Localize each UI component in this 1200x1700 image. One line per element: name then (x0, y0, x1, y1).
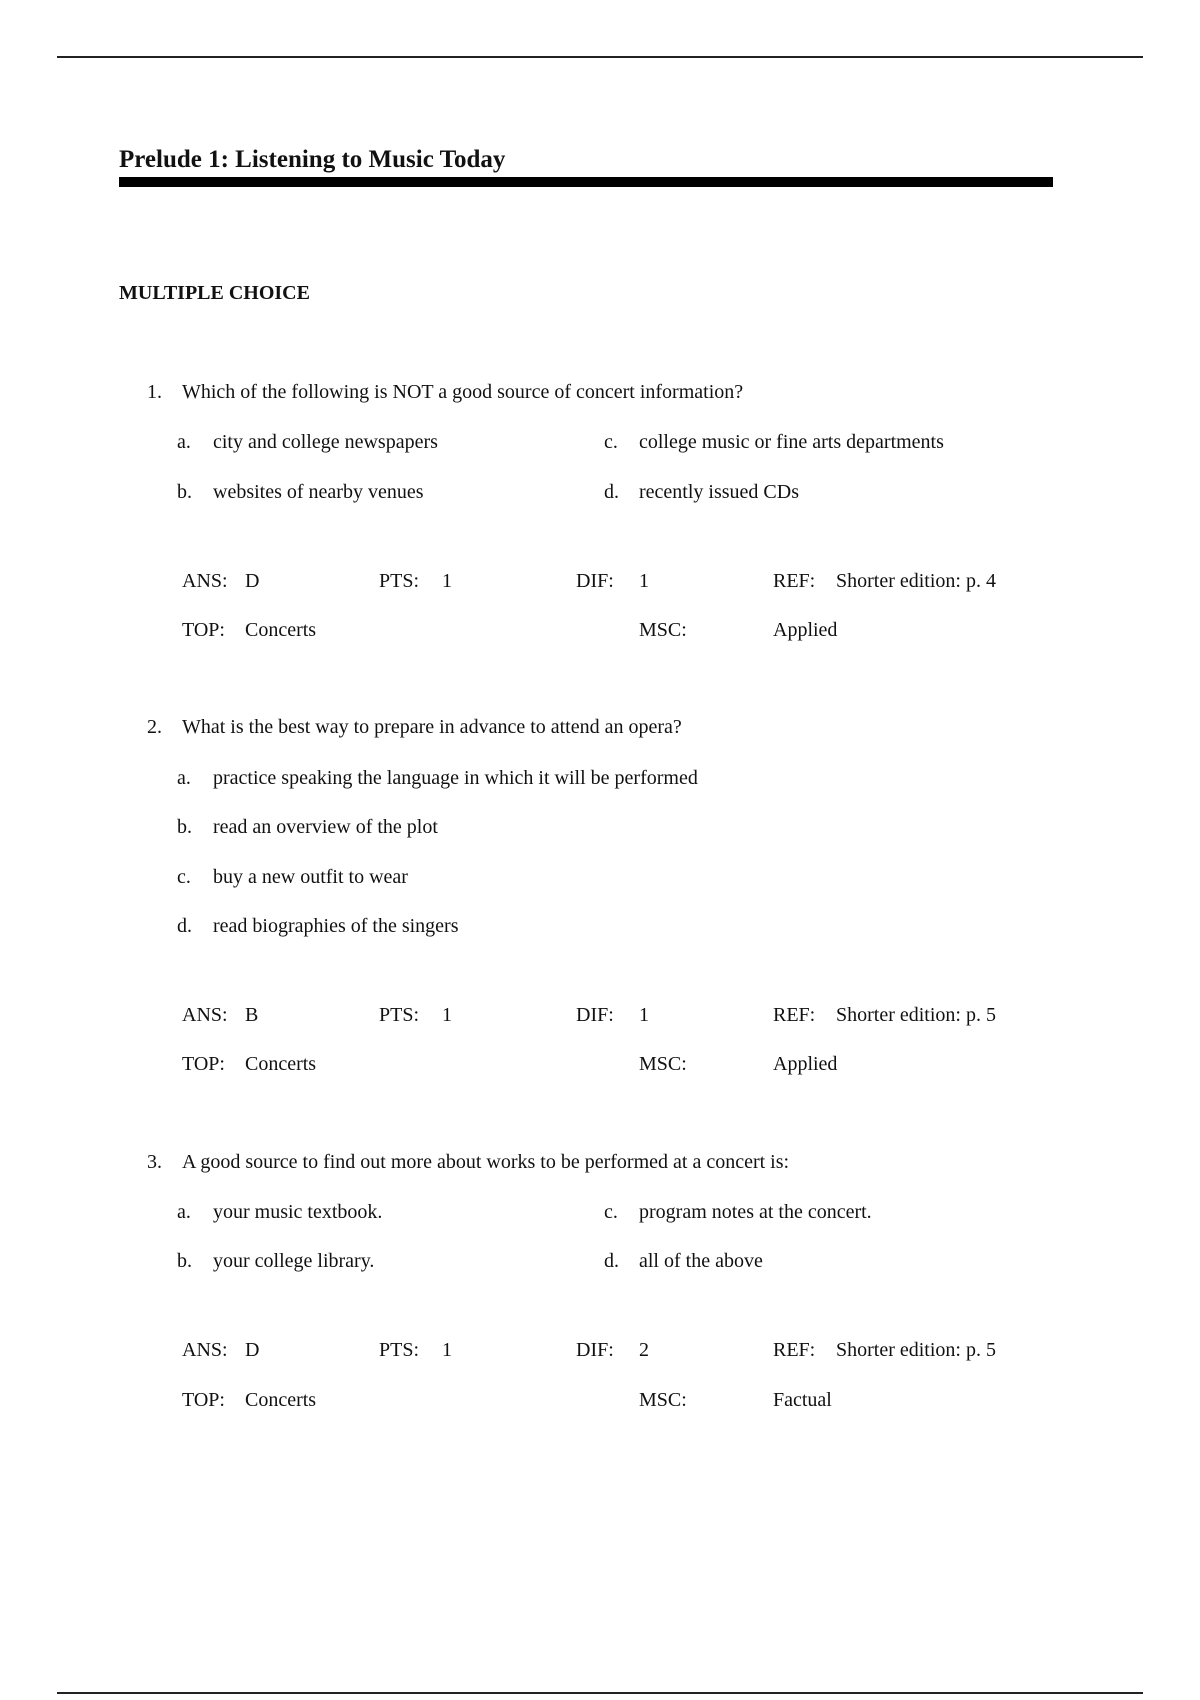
option-letter: a. (177, 767, 191, 789)
section-heading: MULTIPLE CHOICE (119, 282, 310, 304)
option-letter: b. (177, 1250, 192, 1272)
option-text: all of the above (639, 1250, 763, 1272)
reference-label: REF: (773, 1339, 816, 1361)
reference-value: Shorter edition: p. 4 (836, 570, 996, 592)
difficulty-label: DIF: (576, 1339, 614, 1361)
difficulty-label: DIF: (576, 570, 614, 592)
option-letter: c. (604, 1201, 618, 1223)
option-text: read an overview of the plot (213, 816, 438, 838)
reference-label: REF: (773, 1004, 816, 1026)
msc-label: MSC: (639, 619, 687, 641)
option-text: your college library. (213, 1250, 375, 1272)
option-letter: c. (177, 866, 191, 888)
difficulty-value: 1 (639, 1004, 649, 1026)
msc-label: MSC: (639, 1389, 687, 1411)
question-number: 2. (147, 716, 162, 738)
question-text: What is the best way to prepare in advance to attend an opera? (182, 716, 682, 738)
reference-value: Shorter edition: p. 5 (836, 1004, 996, 1026)
reference-value: Shorter edition: p. 5 (836, 1339, 996, 1361)
points-value: 1 (442, 1339, 452, 1361)
answer-label: ANS: (182, 1004, 228, 1026)
topic-value: Concerts (245, 619, 317, 641)
answer-label: ANS: (182, 570, 228, 592)
difficulty-value: 1 (639, 570, 649, 592)
option-letter: b. (177, 481, 192, 503)
topic-label: TOP: (182, 1389, 225, 1411)
points-label: PTS: (379, 1004, 420, 1026)
difficulty-label: DIF: (576, 1004, 614, 1026)
option-letter: a. (177, 1201, 191, 1223)
option-text: recently issued CDs (639, 481, 799, 503)
page-bottom-rule (57, 1692, 1143, 1694)
answer-value: D (245, 1339, 260, 1361)
difficulty-value: 2 (639, 1339, 649, 1361)
option-text: city and college newspapers (213, 431, 438, 453)
msc-value: Applied (773, 1053, 838, 1075)
msc-label: MSC: (639, 1053, 687, 1075)
question-number: 3. (147, 1151, 162, 1173)
topic-value: Concerts (245, 1389, 317, 1411)
question-text: Which of the following is NOT a good source of concert information? (182, 381, 744, 403)
page-top-rule (57, 56, 1143, 58)
option-text: your music textbook. (213, 1201, 383, 1223)
answer-value: D (245, 570, 260, 592)
points-value: 1 (442, 570, 452, 592)
topic-value: Concerts (245, 1053, 317, 1075)
points-value: 1 (442, 1004, 452, 1026)
option-text: websites of nearby venues (213, 481, 424, 503)
msc-value: Applied (773, 619, 838, 641)
points-label: PTS: (379, 1339, 420, 1361)
option-text: college music or fine arts departments (639, 431, 944, 453)
option-letter: a. (177, 431, 191, 453)
question-number: 1. (147, 381, 162, 403)
option-letter: c. (604, 431, 618, 453)
option-text: read biographies of the singers (213, 915, 459, 937)
answer-value: B (245, 1004, 259, 1026)
msc-value: Factual (773, 1389, 832, 1411)
points-label: PTS: (379, 570, 420, 592)
reference-label: REF: (773, 570, 816, 592)
topic-label: TOP: (182, 1053, 225, 1075)
option-text: practice speaking the language in which it will be performed (213, 767, 698, 789)
title-underline-bar (119, 177, 1053, 187)
chapter-title: Prelude 1: Listening to Music Today (119, 146, 506, 173)
option-text: program notes at the concert. (639, 1201, 872, 1223)
option-letter: d. (604, 481, 619, 503)
option-letter: d. (177, 915, 192, 937)
option-letter: d. (604, 1250, 619, 1272)
topic-label: TOP: (182, 619, 225, 641)
option-text: buy a new outfit to wear (213, 866, 408, 888)
question-text: A good source to find out more about works to be performed at a concert is: (182, 1151, 790, 1173)
option-letter: b. (177, 816, 192, 838)
answer-label: ANS: (182, 1339, 228, 1361)
